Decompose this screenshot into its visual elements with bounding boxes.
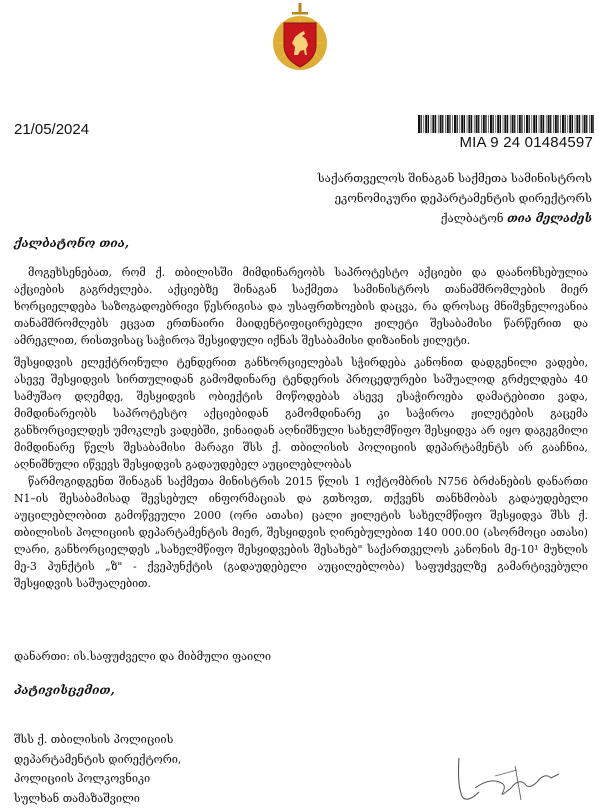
barcode-bar: [432, 115, 434, 133]
barcode-bar: [445, 115, 446, 133]
barcode-bar: [497, 115, 499, 133]
barcode-bar: [540, 115, 542, 133]
body-text: ოქტომბრის: [360, 475, 438, 488]
barcode-bar: [493, 115, 494, 133]
barcode-bar: [425, 115, 427, 133]
recipient-line: [318, 208, 592, 228]
signer-line: დეპარტამენტის დირექტორი,: [14, 752, 182, 766]
barcode-icon: [418, 115, 594, 133]
body-text: წლის: [312, 475, 354, 488]
barcode-bar: [500, 115, 501, 133]
barcode-bar: [560, 115, 561, 133]
barcode-bar: [471, 115, 472, 133]
barcode-bar: [533, 115, 535, 133]
barcode-bar: [431, 115, 432, 133]
barcode-bar: [485, 115, 486, 133]
closing-regards: პატივისცემით,: [14, 683, 115, 697]
barcode-bar: [572, 115, 573, 133]
barcode-bar: [424, 115, 425, 133]
barcode-bar: [576, 115, 578, 133]
barcode-bar: [483, 115, 485, 133]
body-number: N756: [437, 475, 468, 488]
body-paragraph: მოგეხსენებათ, რომ ქ. თბილისში მიმდინარეობს საპროტესტო აქციები და დაანონსებულია აქციების გაგრძელება. აქციებზე შინაგან საქმეთა სამინისტროს თანამშრომლების მიერ ხორციელდება საზოგადოებრივი წესრიგისა და უსაფრთხოების დაცვა, რა დროსაც მნიშვნელოვანია თანამშრომლებს ეცვათ ერთნაირი მაიდენტიფიცირებელი ჟილეტი შესაბამისი წარწერით და ამრეკლით, რისთვისაც საჭიროა შესყიდული იქნას შესაბამისი დიზაინის ჟილეტი.: [14, 266, 588, 347]
barcode-bar: [496, 115, 497, 133]
barcode-bar: [550, 115, 551, 133]
barcode-bar: [442, 115, 443, 133]
body-text: –ის შესაბამისად შევსებულ ინფორმაციას და გთხოვთ, თქვენს თანხმობას გადაუდებელი აუცილებლობით გამოწვეული: [14, 492, 588, 522]
recipient-block: [318, 168, 592, 228]
barcode-bar: [460, 115, 461, 133]
barcode-bar: [568, 115, 569, 133]
barcode-bar: [575, 115, 576, 133]
barcode-bar: [510, 115, 511, 133]
barcode-bar: [454, 115, 456, 133]
barcode-bar: [474, 115, 475, 133]
signer-line: პოლიციის პოლკოვნიკი: [14, 772, 151, 785]
barcode-bar: [435, 115, 436, 133]
barcode-bar: [481, 115, 482, 133]
barcode-bar: [526, 115, 528, 133]
barcode-bar: [440, 115, 442, 133]
recipient-prefix: ქალბატონ: [440, 211, 504, 225]
recipient-line: ეკონომიკური დეპარტამენტის დირექტორს: [334, 191, 592, 205]
body-number: 2015: [285, 475, 313, 488]
barcode-bar: [478, 115, 479, 133]
barcode-bar: [593, 115, 594, 133]
barcode-bar: [579, 115, 580, 133]
recipient-line: საქართველოს შინაგან საქმეთა სამინისტროს: [317, 171, 592, 185]
body-number: 140 000.00: [416, 526, 480, 539]
barcode-bar: [557, 115, 558, 133]
barcode-bar: [490, 115, 492, 133]
barcode-bar: [569, 115, 571, 133]
barcode-bar: [521, 115, 522, 133]
signer-name: სულხან თამაზაშვილი: [14, 791, 140, 805]
signer-line: შსს ქ. თბილისის პოლიციის: [14, 733, 174, 746]
body-text: (ორი ათასი) ცალი ჟილეტის სახელმწიფო შესყიდვა შსს ქ. თბილისის პოლიციის დეპარტამენტის მიერ, შესყიდვის ღირებულებით: [14, 509, 588, 539]
barcode-bar: [529, 115, 530, 133]
recipient-name: თია მელაძეს: [507, 211, 592, 225]
barcode-bar: [555, 115, 557, 133]
body-text: ბრძანების დანართი: [467, 475, 588, 488]
barcode-bar: [562, 115, 564, 133]
body-number: N1: [14, 492, 31, 505]
barcode-bar: [582, 115, 583, 133]
barcode-bar: [447, 115, 449, 133]
signer-block: [14, 730, 181, 808]
letter-body: [14, 264, 588, 592]
barcode-bar: [536, 115, 537, 133]
barcode-bar: [467, 115, 468, 133]
barcode-bar: [449, 115, 450, 133]
body-number: 2000: [193, 509, 222, 522]
document-date: 21/05/2024: [14, 121, 90, 138]
salutation: ქალბატონო თია,: [14, 236, 130, 250]
barcode-bar: [438, 115, 439, 133]
body-number: 1: [353, 475, 361, 488]
barcode-bar: [504, 115, 506, 133]
barcode-bar: [468, 115, 470, 133]
barcode-bar: [512, 115, 514, 133]
body-text: (ასორმოცი ათასი) ლარი, განხორციელდეს „სახელმწიფო შესყიდვების შესახებ" საქართველოს კანონის მე-10¹ მუხლის მე-3 პუნქტის „ზ" - ქვეპუნქტის (გადაუდებელი აუცილებლობა) საფუძველზე გამარტივებული შესყიდვის საშუალებით.: [14, 526, 588, 590]
barcode-bar: [543, 115, 544, 133]
barcode-bar: [591, 115, 593, 133]
barcode-bar: [546, 115, 547, 133]
barcode-bar: [418, 115, 420, 133]
ministry-emblem-icon: [264, 3, 336, 71]
barcode-bar: [476, 115, 478, 133]
body-text: სამუშაო დღემდე, შესყიდვის ობიექტის მოწოდებას ასევე ესაჭიროება დამატებითი ვადა, მიმდინარეობს საპროტესტო აქციებიდან გამომდინარე კი საჭიროა ჟილეტების გაცემა განხორციელდეს უმოკლეს ვადებში, ვინაიდან აღნიშნული სახელმწიფო შესყიდვა არ იყო დაგეგმილი მიმდინარე წელს შესაბამისი მარაგი შსს ქ. თბილისის პოლიციის დეპარტამენტს არ გააჩნია, აღნიშნული იწვევს შესყიდვის გადაუდებელ აუცილებლობას: [14, 390, 588, 471]
barcode-bar: [517, 115, 518, 133]
body-paragraph: [14, 354, 588, 473]
registration-number: MIA 9 24 01484597: [459, 134, 593, 151]
body-paragraph: [14, 473, 588, 592]
barcode-bar: [539, 115, 540, 133]
body-number: 40: [574, 373, 588, 386]
barcode-bar: [524, 115, 525, 133]
barcode-bar: [428, 115, 429, 133]
barcode-bar: [532, 115, 533, 133]
barcode-bar: [457, 115, 458, 133]
barcode-bar: [507, 115, 508, 133]
barcode-bar: [553, 115, 554, 133]
barcode-bar: [548, 115, 550, 133]
barcode-bar: [586, 115, 587, 133]
barcode-bar: [461, 115, 463, 133]
barcode-bar: [503, 115, 504, 133]
barcode-bar: [589, 115, 590, 133]
barcode-bar: [464, 115, 465, 133]
barcode-bar: [584, 115, 586, 133]
barcode-bar: [452, 115, 453, 133]
barcode-bar: [421, 115, 422, 133]
attachment-note: დანართი: ის.საფუძველი და მიბმული ფაილი: [14, 650, 272, 663]
barcode-bar: [519, 115, 521, 133]
barcode-bar: [514, 115, 515, 133]
barcode-bar: [565, 115, 566, 133]
body-text: წარმოგიდგენთ შინაგან საქმეთა მინისტრის: [28, 475, 286, 488]
body-text: შესყიდვის ელექტრონული ტენდერით განხორციელებას სჭირდება კანონით დადგენილი ვადები, ასევე შესყიდვის სირთულიდან გამომდინარე ტენდერის პროცედურები საშუალოდ გრძელდება: [14, 356, 588, 386]
handwritten-signature-icon: [455, 748, 565, 804]
barcode-bar: [488, 115, 489, 133]
